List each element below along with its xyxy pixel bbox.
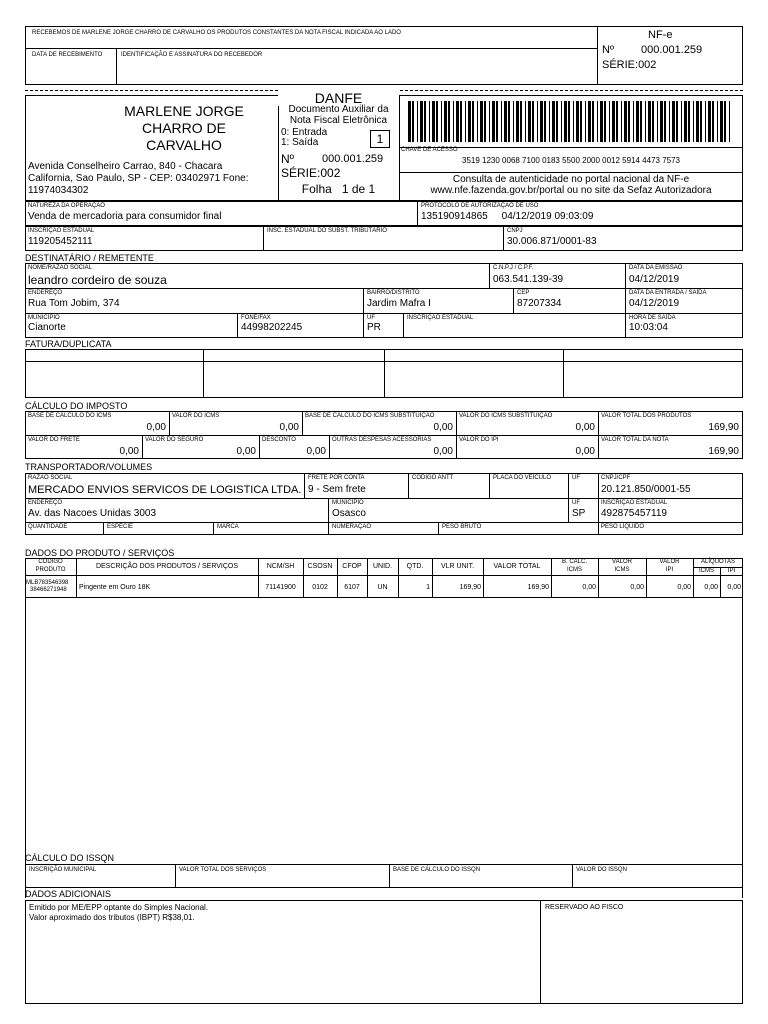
canhoto-vdivider-2	[116, 48, 117, 85]
dest-uf-label: UF	[367, 315, 375, 321]
barcode-bar	[616, 101, 618, 142]
issqn-vdiv-1	[175, 864, 176, 888]
ie-valor: 119205452111	[28, 236, 93, 247]
barcode-bar	[537, 101, 538, 142]
chave-valor: 3519 1230 0068 7100 0183 5500 2000 0012 5914 4473 7573	[462, 156, 680, 165]
imp-vdiv-4	[598, 411, 599, 459]
imp-vdiv-2	[302, 411, 303, 435]
danfe-tipo-box: 1	[370, 130, 390, 148]
barcode-bar	[580, 101, 582, 142]
imp-vdiv-3	[456, 411, 457, 435]
th-csosn: CSOSN	[307, 563, 333, 570]
dest-hdiv-1	[25, 288, 743, 289]
barcode-bar	[456, 101, 459, 142]
barcode-bar	[516, 101, 519, 142]
th-codigo-2: PRODUTO	[35, 567, 66, 573]
th-vipi-1: VALOR	[659, 559, 680, 565]
danfe-numero: 000.001.259	[322, 153, 384, 165]
barcode-image	[408, 101, 734, 142]
danfe-numero-prefix: Nº	[281, 152, 295, 166]
dest-emissao: 04/12/2019	[629, 274, 680, 285]
barcode-bar	[573, 101, 574, 142]
imp-ipi: 0,00	[575, 446, 595, 457]
th-unid: UNID.	[372, 563, 393, 570]
barcode-bar	[468, 101, 471, 142]
trans-hdiv-1	[25, 498, 743, 499]
dest-nome: leandro cordeiro de souza	[28, 273, 167, 287]
barcode-bar	[597, 101, 598, 142]
barcode-bar	[729, 101, 730, 142]
barcode-bar	[628, 101, 630, 142]
barcode-bar	[528, 101, 531, 142]
th-ncm: NCM/SH	[266, 563, 295, 570]
th-vicms-2: ICMS	[614, 567, 630, 573]
dest-municipio: Cianorte	[28, 322, 66, 333]
ie-st-label: INSC. ESTADUAL DO SUBST. TRIBUTÁRIO	[267, 228, 387, 234]
emitente-endereco-l2: California, Sao Paulo, SP - CEP: 03402971 Fone:	[28, 173, 249, 184]
fatura-title: FATURA/DUPLICATA	[25, 339, 112, 349]
barcode-bar	[556, 101, 558, 142]
canhoto-nfe-label: NF-e	[648, 29, 673, 41]
trans-vdiv-8	[213, 522, 214, 535]
trans-numeracao-label: NUMERAÇÃO	[332, 524, 372, 530]
barcode-bar	[540, 101, 543, 142]
trans-endereco-label: ENDEREÇO	[28, 500, 63, 506]
header-hdiv-2	[399, 172, 743, 173]
item-codigo-2: 38466271948	[30, 587, 67, 593]
fatura-vdiv-2	[384, 349, 385, 398]
barcode-bar	[448, 101, 450, 142]
item-vicms: 0,00	[630, 584, 644, 591]
th-codigo-1: CÓDIGO	[38, 559, 63, 565]
trans-vdiv-5	[598, 473, 599, 535]
chave-consulta-2: www.nfe.fazenda.gov.br/portal ou no site da Sefaz Autorizadora	[430, 185, 712, 196]
canhoto-vdivider	[597, 26, 598, 85]
protocolo-valor: 135190914865 04/12/2019 09:03:09	[421, 211, 594, 222]
dest-entrada: 04/12/2019	[629, 298, 680, 309]
barcode-bar	[436, 101, 438, 142]
adicionais-linha-1: Emitido por ME/EPP optante do Simples Nacional.	[29, 903, 209, 912]
fisco-label: RESERVADO AO FISCO	[545, 904, 624, 911]
barcode-bar	[513, 101, 514, 142]
th-descricao: DESCRIÇÃO DOS PRODUTOS / SERVIÇOS	[95, 563, 239, 570]
trans-vdiv-3	[489, 473, 490, 498]
barcode-bar	[612, 101, 615, 142]
emitente-nome-l1: MARLENE JORGE	[124, 103, 244, 119]
imp-v-st-label: VALOR DO ICMS SUBSTITUIÇÃO	[459, 413, 553, 419]
danfe-serie: SÉRIE:002	[281, 166, 341, 180]
natureza-vdiv	[417, 201, 418, 226]
barcode-bar	[420, 101, 423, 142]
barcode-bar	[588, 101, 591, 142]
trans-uf1-label: UF	[572, 475, 580, 481]
barcode-bar	[592, 101, 594, 142]
imp-v-nota-label: VALOR TOTAL DA NOTA	[601, 437, 669, 443]
barcode-bar	[412, 101, 414, 142]
item-aliq-icms: 0,00	[704, 584, 718, 591]
item-aliq-ipi: 0,00	[727, 584, 741, 591]
trans-vdiv-6	[328, 498, 329, 535]
barcode-bar	[609, 101, 610, 142]
barcode-bar	[417, 101, 418, 142]
imp-vdiv-7	[329, 435, 330, 459]
barcode-bar	[636, 101, 639, 142]
canhoto-numero-prefix: Nº	[602, 44, 614, 56]
th-bcalc-1: B. CALC.	[561, 559, 587, 565]
barcode-bar	[585, 101, 586, 142]
fatura-vdiv-1	[203, 349, 204, 398]
th-vtotal: VALOR TOTAL	[493, 563, 541, 570]
issqn-bc-label: BASE DE CÁLCULO DO ISSQN	[393, 867, 481, 873]
imp-bc-st-label: BASE DE CÁLCULO DO ICMS SUBSTITUIÇÃO	[305, 413, 435, 419]
dest-endereco-label: ENDEREÇO	[28, 290, 63, 296]
trans-endereco: Av. das Nacoes Unidas 3003	[28, 508, 157, 519]
imp-bc-st: 0,00	[433, 422, 453, 433]
barcode-bar	[645, 101, 646, 142]
produtos-title: DADOS DO PRODUTO / SERVIÇOS	[25, 548, 175, 558]
imp-v-nota: 169,90	[708, 446, 739, 457]
th-vunit: VLR UNIT.	[440, 563, 475, 570]
emitente-endereco-l3: 11974034302	[28, 185, 89, 196]
dest-vdiv-4	[513, 288, 514, 313]
trans-frete-label: FRETE POR CONTA	[308, 475, 365, 481]
issqn-vdiv-2	[389, 864, 390, 888]
th-aliquotas: ALÍQUOTAS	[701, 559, 735, 565]
issqn-v-label: VALOR DO ISSQN	[576, 867, 627, 873]
trans-uf2: SP	[572, 508, 586, 519]
barcode-bar	[681, 101, 682, 142]
barcode-bar	[624, 101, 627, 142]
ie-vdiv-1	[263, 226, 264, 251]
imp-vdiv-1	[169, 411, 170, 435]
barcode-bar	[552, 101, 555, 142]
barcode-bar	[700, 101, 702, 142]
barcode-bar	[432, 101, 435, 142]
dest-vdiv-3	[363, 288, 364, 338]
danfe-sub2: Nota Fiscal Eletrônica	[289, 115, 388, 126]
trans-ie-label: INSCRIÇÃO ESTADUAL	[601, 500, 668, 506]
issqn-title: CÁLCULO DO ISSQN	[25, 853, 115, 863]
barcode-bar	[424, 101, 426, 142]
imp-v-st: 0,00	[575, 422, 595, 433]
barcode-bar	[489, 101, 490, 142]
dest-vdiv-1	[489, 263, 490, 288]
trans-vdiv-7	[103, 522, 104, 535]
barcode-bar	[564, 101, 567, 142]
canhoto-numero: 000.001.259	[641, 44, 703, 56]
adicionais-title: DADOS ADICIONAIS	[25, 889, 112, 899]
trans-vdiv-4	[568, 473, 569, 522]
danfe-entrada: 0: Entrada	[281, 127, 328, 138]
dest-cep-label: CEP	[517, 290, 530, 296]
barcode-bar	[696, 101, 699, 142]
produtos-body-box	[25, 576, 743, 898]
barcode-bar	[640, 101, 642, 142]
barcode-bar	[708, 101, 711, 142]
canhoto-serie: SÉRIE:002	[602, 59, 657, 71]
canhoto-divider	[25, 48, 598, 49]
barcode-bar	[633, 101, 634, 142]
barcode-bar	[501, 101, 502, 142]
trans-peso-liq-label: PESO LÍQUIDO	[601, 524, 645, 530]
barcode-bar	[688, 101, 690, 142]
trans-municipio: Osasco	[332, 508, 366, 519]
imp-outras: 0,00	[433, 446, 453, 457]
trans-vdiv-9	[438, 522, 439, 535]
trans-cnpj: 20.121.850/0001-55	[601, 484, 691, 495]
barcode-bar	[492, 101, 495, 142]
barcode-bar	[549, 101, 550, 142]
adicionais-linha-2: Valor aproximado dos tributos (IBPT) R$38,01.	[29, 913, 195, 922]
trans-qtd-label: QUANTIDADE	[28, 524, 68, 530]
item-vunit: 169,90	[459, 584, 481, 591]
dest-nome-label: NOME/RAZÃO SOCIAL	[28, 265, 93, 271]
dest-hdiv-2	[25, 313, 743, 314]
barcode-bar	[705, 101, 706, 142]
barcode-bar	[525, 101, 526, 142]
chave-label: CHAVE DE ACESSO	[401, 147, 458, 153]
barcode-bar	[652, 101, 654, 142]
imposto-hdiv	[25, 435, 743, 436]
dest-vdiv-2	[625, 263, 626, 338]
item-descricao: Pingente em Ouro 18K	[79, 584, 151, 591]
item-vtotal: 169,90	[527, 584, 549, 591]
barcode-bar	[532, 101, 534, 142]
protocolo-label: PROTOCOLO DE AUTORIZAÇÃO DE USO	[421, 203, 539, 209]
barcode-bar	[604, 101, 606, 142]
imp-bc-icms-label: BASE DE CÁLCULO DO ICMS	[28, 413, 112, 419]
barcode-bar	[477, 101, 478, 142]
imp-vdiv-8	[456, 435, 457, 459]
th-qtd: QTD.	[406, 563, 424, 570]
barcode-bar	[657, 101, 658, 142]
imp-frete: 0,00	[119, 446, 139, 457]
chave-consulta-1: Consulta de autenticidade no portal nacional da NF-e	[452, 174, 690, 185]
dest-endereco: Rua Tom Jobim, 374	[28, 298, 120, 309]
imp-desconto: 0,00	[306, 446, 326, 457]
imp-seguro-label: VALOR DO SEGURO	[145, 437, 204, 443]
barcode-bar	[660, 101, 663, 142]
natureza-label: NATUREZA DA OPERAÇÃO	[28, 203, 105, 209]
trans-municipio-label: MUNICÍPIO	[332, 500, 364, 506]
barcode-bar	[496, 101, 498, 142]
barcode-bar	[600, 101, 603, 142]
item-ncm: 71141900	[265, 584, 296, 591]
barcode-bar	[676, 101, 678, 142]
dest-hora-label: HORA DE SAÍDA	[629, 315, 676, 321]
th-cfop: CFOP	[342, 563, 362, 570]
barcode-bar	[568, 101, 570, 142]
issqn-im-label: INSCRIÇÃO MUNICIPAL	[29, 867, 97, 873]
barcode-bar	[429, 101, 430, 142]
barcode-bar	[460, 101, 462, 142]
th-bcalc-2: ICMS	[567, 567, 582, 573]
barcode-bar	[561, 101, 562, 142]
issqn-vserv-label: VALOR TOTAL DOS SERVIÇOS	[179, 867, 267, 873]
barcode-bar	[669, 101, 670, 142]
imposto-title: CÁLCULO DO IMPOSTO	[25, 401, 128, 411]
canhoto-recebemos: RECEBEMOS DE MARLENE JORGE CHARRO DE CARVALHO OS PRODUTOS CONSTANTES DA NOTA FISCAL INDICADA AO LADO	[32, 30, 401, 36]
trans-especie-label: ESPÉCIE	[107, 524, 134, 530]
barcode-bar	[684, 101, 687, 142]
barcode-bar	[664, 101, 666, 142]
dest-fone-label: FONE/FAX	[241, 315, 271, 321]
dest-ie-label: INSCRIÇÃO ESTADUAL	[407, 315, 474, 321]
barcode-bar	[720, 101, 723, 142]
dest-bairro-label: BAIRRO/DISTRITO	[367, 290, 420, 296]
barcode-bar	[408, 101, 411, 142]
imp-v-icms-label: VALOR DO ICMS	[172, 413, 220, 419]
danfe-folha: Folha 1 de 1	[301, 182, 376, 196]
imp-ipi-label: VALOR DO IPI	[459, 437, 499, 443]
transportador-title: TRANSPORTADOR/VOLUMES	[25, 462, 153, 472]
imp-desconto-label: DESCONTO	[262, 437, 296, 443]
cnpj-emit-valor: 30.006.871/0001-83	[507, 236, 597, 247]
barcode-bar	[693, 101, 694, 142]
dest-cpf: 063.541.139-39	[493, 274, 564, 285]
th-aliq-ipi: IPI	[727, 568, 736, 574]
barcode-bar	[508, 101, 510, 142]
dest-hora: 10:03:04	[629, 322, 668, 333]
trans-uf2-label: UF	[572, 500, 580, 506]
imp-outras-label: OUTRAS DESPESAS ACESSÓRIAS	[332, 437, 432, 443]
barcode-bar	[504, 101, 507, 142]
danfe-sub1: Documento Auxiliar da	[288, 104, 389, 115]
emitente-nome-l2: CHARRO DE	[141, 120, 226, 136]
canhoto-identificacao-label: IDENTIFICAÇÃO E ASSINATURA DO RECEBEDOR	[121, 52, 263, 58]
barcode-bar	[672, 101, 675, 142]
trans-antt-label: CÓDIGO ANTT	[412, 475, 454, 481]
barcode-bar	[576, 101, 579, 142]
imp-vdiv-5	[142, 435, 143, 459]
cnpj-emit-label: CNPJ	[507, 228, 523, 234]
trans-frete: 9 - Sem frete	[308, 484, 366, 495]
barcode-bar	[712, 101, 714, 142]
dest-cep: 87207334	[517, 298, 562, 309]
imp-v-prod: 169,90	[708, 422, 739, 433]
trans-razao-label: RAZÃO SOCIAL	[28, 475, 73, 481]
imp-v-prod-label: VALOR TOTAL DOS PRODUTOS	[601, 413, 692, 419]
dest-bairro: Jardim Mafra I	[367, 298, 431, 309]
dest-cpf-label: C.N.P.J / C.P.F.	[493, 265, 534, 271]
item-unid: UN	[377, 584, 388, 591]
barcode-bar	[621, 101, 622, 142]
trans-marca-label: MARCA	[217, 524, 239, 530]
th-vipi-2: IPI	[665, 567, 674, 573]
destinatario-title: DESTINATÁRIO / REMETENTE	[25, 253, 154, 263]
th-aliq-icms: ICMS	[699, 568, 714, 574]
trans-ie: 492875457119	[601, 508, 667, 519]
ie-vdiv-2	[503, 226, 504, 251]
imp-vdiv-6	[259, 435, 260, 459]
barcode-bar	[480, 101, 483, 142]
dest-entrada-label: DATA DA ENTRADA / SAÍDA	[629, 290, 707, 296]
item-csosn: 0102	[312, 584, 328, 591]
adicionais-vdiv	[540, 900, 541, 1004]
dest-vdiv-5	[237, 313, 238, 338]
imp-seguro: 0,00	[236, 446, 256, 457]
canhoto-data-recebimento-label: DATA DE RECEBIMENTO	[32, 52, 103, 58]
emitente-endereco	[28, 161, 249, 197]
issqn-box	[25, 864, 743, 888]
imp-bc-icms: 0,00	[146, 422, 166, 433]
danfe-title: DANFE	[278, 88, 399, 106]
barcode-bar	[717, 101, 718, 142]
barcode-bar	[648, 101, 651, 142]
trans-cnpj-label: CNPJ/CPF	[601, 475, 631, 481]
item-codigo-1: MLB783546398	[26, 580, 69, 586]
trans-peso-bruto-label: PESO BRUTO	[442, 524, 482, 530]
barcode-bar	[441, 101, 442, 142]
barcode-bar	[484, 101, 486, 142]
barcode-bar	[520, 101, 522, 142]
issqn-vdiv-3	[572, 864, 573, 888]
danfe-saida: 1: Saída	[281, 137, 319, 148]
imp-v-icms: 0,00	[279, 422, 299, 433]
barcode-bar	[724, 101, 726, 142]
emitente-nome	[100, 103, 268, 154]
barcode-bar	[444, 101, 447, 142]
item-bcalc: 0,00	[582, 584, 596, 591]
item-cfop: 6107	[344, 584, 360, 591]
trans-razao: MERCADO ENVIOS SERVICOS DE LOGISTICA LTDA.	[28, 484, 302, 496]
dest-vdiv-6	[403, 313, 404, 338]
trans-vdiv-2	[408, 473, 409, 498]
dest-emissao-label: DATA DA EMISSÃO	[629, 265, 683, 271]
emitente-nome-l3: CARVALHO	[146, 137, 222, 153]
th-vicms-1: VALOR	[612, 559, 632, 565]
emitente-endereco-l1: Avenida Conselheiro Carrao, 840 - Chacara	[28, 161, 223, 172]
ie-label: INSCRIÇÃO ESTADUAL	[28, 228, 95, 234]
barcode-bar	[453, 101, 454, 142]
dest-fone: 44998202245	[241, 322, 303, 333]
barcode-bar	[544, 101, 546, 142]
dest-uf: PR	[367, 322, 381, 333]
imp-frete-label: VALOR DO FRETE	[28, 437, 80, 443]
barcode-bar	[472, 101, 474, 142]
natureza-valor: Venda de mercadoria para consumidor final	[28, 211, 222, 222]
barcode-bar	[465, 101, 466, 142]
trans-vdiv-1	[304, 473, 305, 498]
fatura-vdiv-3	[563, 349, 564, 398]
item-qtd: 1	[426, 584, 430, 591]
trans-hdiv-2	[25, 522, 743, 523]
item-vipi: 0,00	[677, 584, 691, 591]
dest-municipio-label: MUNICÍPIO	[28, 315, 60, 321]
trans-placa-label: PLACA DO VEÍCULO	[493, 475, 552, 481]
